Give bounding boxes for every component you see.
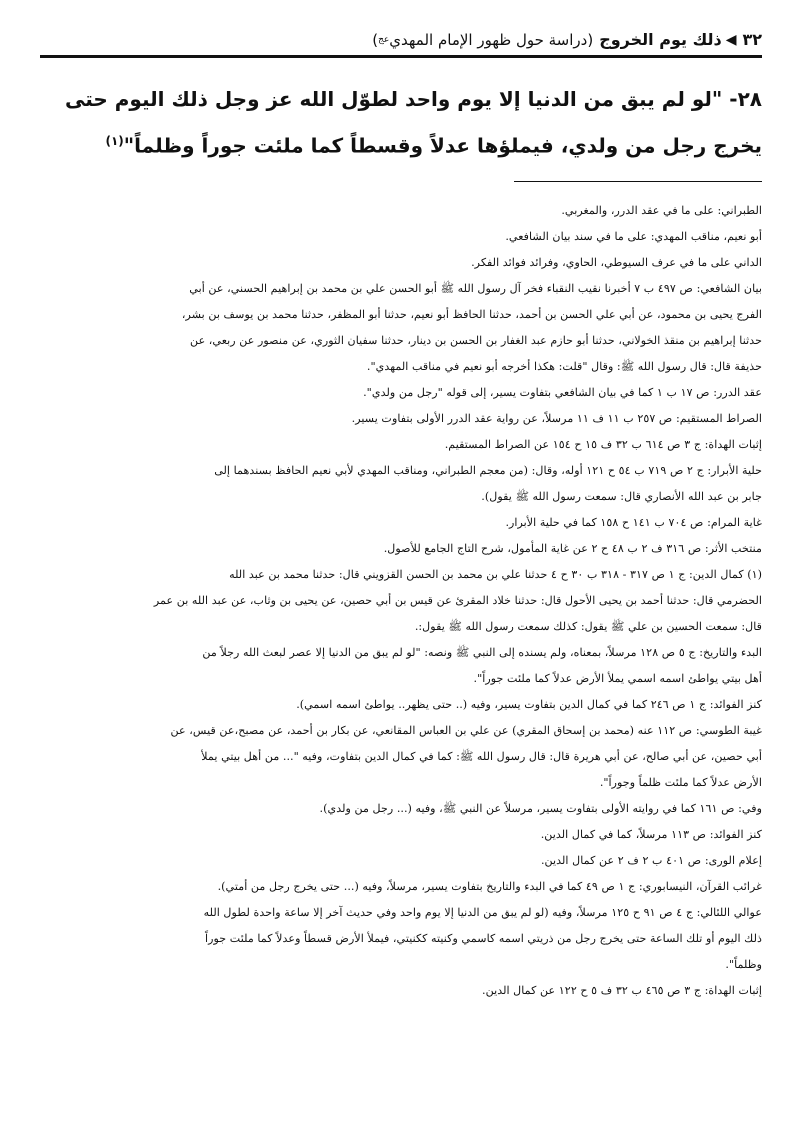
footnote-line: (١) كمال الدين: ج ١ ص ٣١٧ - ٣١٨ ب ٣٠ ح ٤ حدثنا علي بن محمد بن الحسن القزويني قال: حدثنا محمد بن عبد الله <box>229 567 762 581</box>
footnote-line: قال: سمعت الحسين بن علي ﷺ يقول: كذلك سمعت رسول الله ﷺ يقول:. <box>414 619 762 633</box>
footnote-line: كنز الفوائد: ج ١ ص ٢٤٦ كما في كمال الدين بتفاوت يسير، وفيه (.. حتى يظهر.. يواطئ اسمه اسمي). <box>296 697 762 711</box>
footnote-rule <box>514 181 762 182</box>
footnote-line: إثبات الهداة: ج ٣ ص ٦١٤ ب ٣٢ ف ١٥ ح ١٥٤ عن الصراط المستقيم. <box>444 437 762 451</box>
footnote-line: الفرج يحيى بن محمود، عن أبي علي الحسن بن أحمد، حدثنا الحافظ أبو نعيم، حدثنا أبو المظفر، حدثنا محمد بن يوسف بن بشر، <box>181 307 762 321</box>
hadith-line: ٢٨- "لو لم يبق من الدنيا إلا يوم واحد لطوّل الله عز وجل ذلك اليوم حتى <box>65 87 762 111</box>
footnote-line: منتخب الأثر: ص ٣١٦ ف ٢ ب ٤٨ ح ٢ عن غاية المأمول، شرح التاج الجامع للأصول. <box>383 541 762 555</box>
hadith-text <box>40 78 762 167</box>
footnote-line: بيان الشافعي: ص ٤٩٧ ب ٧ أخبرنا نقيب النقباء فخر آل رسول الله ﷺ أبو الحسن علي بن محمد بن إبراهيم الحسني، عن أبي <box>189 281 762 295</box>
footnote-ref: (١) <box>105 134 124 148</box>
footnote-line: إعلام الورى: ص ٤٠١ ب ٢ ف ٢ عن كمال الدين. <box>540 853 762 867</box>
footnote-line: الأرض عدلاً كما ملئت ظلماً وجوراً". <box>599 775 762 789</box>
footnote-line: جابر بن عبد الله الأنصاري قال: سمعت رسول الله ﷺ يقول). <box>481 489 762 503</box>
header-rule <box>40 55 762 58</box>
footnote-line: غيبة الطوسي: ص ١١٢ عنه (محمد بن إسحاق المقري) عن علي بن العباس المقانعي، عن بكار بن أحمد، عن مصبح،عن قيس، عن <box>170 723 762 737</box>
footnote-line: أهل بيتي يواطئ اسمه اسمي يملأ الأرض عدلاً كما ملئت جوراً". <box>473 671 762 685</box>
hadith-line: يخرج رجل من ولدي، فيملؤها عدلاً وقسطاً كما ملئت جوراً وظلماً"$^{(١)}$ <box>105 133 762 158</box>
footnote-line: عوالي اللئالي: ج ٤ ص ٩١ ح ١٢٥ مرسلاً، وفيه (لو لم يبق من الدنيا إلا يوم واحد وفي حديث آخر إلا ساعة واحدة لطول الله <box>203 905 762 919</box>
footnote-line: ذلك اليوم أو تلك الساعة حتى يخرج رجل من ذريتي اسمه كاسمي وكنيته ككنيتي، فيملأ الأرض قسطاً وعدلاً كما ملئت جوراً <box>205 931 762 945</box>
footnote-line: وظلماً". <box>725 957 762 971</box>
footnote-line: الصراط المستقيم: ص ٢٥٧ ب ١١ ف ١١ مرسلاً، عن رواية عقد الدرر الأولى بتفاوت يسير. <box>351 411 762 425</box>
honorific: عج <box>378 34 390 45</box>
footnote-line: حدثنا إبراهيم بن منقذ الخولاني، حدثنا أبو حازم عبد الغفار بن الحسن بن دينار، حدثنا سفيان الثوري، عن منصور عن ربعي، عن <box>190 333 762 347</box>
footnote-line: غرائب القرآن، النيسابوري: ج ١ ص ٤٩ كما في البدء والتاريخ بتفاوت يسير، مرسلاً، وفيه (... حتى يخرج رجل من أمتي). <box>217 879 762 893</box>
footnote-line: إثبات الهداة: ج ٣ ص ٤٦٥ ب ٣٢ ف ٥ ح ١٢٢ عن كمال الدين. <box>482 983 762 997</box>
footnote-line: الطبراني: على ما في عقد الدرر، والمغربي. <box>561 203 762 217</box>
footnote-line: الداني على ما في عرف السيوطي، الحاوي، وفرائد فوائد الفكر. <box>471 255 762 269</box>
arrow-icon: ◀ <box>725 31 737 48</box>
running-header <box>40 30 762 49</box>
footnote-line: حلية الأبرار: ج ٢ ص ٧١٩ ب ٥٤ ح ١٢١ أوله، وقال: (من معجم الطبراني، ومناقب المهدي لأبي نعيم الحافظ بسندهما إلى <box>214 463 762 477</box>
footnotes <box>40 198 762 1004</box>
page-number: ٣٢ <box>742 30 762 49</box>
footnote-line: كنز الفوائد: ص ١١٣ مرسلاً، كما في كمال الدين. <box>540 827 762 841</box>
footnote-line: عقد الدرر: ص ١٧ ب ١ كما في بيان الشافعي بتفاوت يسير، إلى قوله "رجل من ولدي". <box>363 385 762 399</box>
footnote-line: البدء والتاريخ: ج ٥ ص ١٢٨ مرسلاً، بمعناه، ولم يسنده إلى النبي ﷺ ونصه: "لو لم يبق من الدنيا إلا عصر لبعث الله رجلاً من <box>202 645 762 659</box>
footnote-line: أبو نعيم، مناقب المهدي: على ما في سند بيان الشافعي. <box>505 229 762 243</box>
footnote-line: غاية المرام: ص ٧٠٤ ب ١٤١ ح ١٥٨ كما في حلية الأبرار. <box>505 515 762 529</box>
footnote-line: حذيفة قال: قال رسول الله ﷺ: وقال "قلت: هكذا أخرجه أبو نعيم في مناقب المهدي". <box>366 359 762 373</box>
subtitle-close: ) <box>372 30 379 49</box>
footnote-line: وفي: ص ١٦١ كما في روايته الأولى بتفاوت يسير، مرسلاً عن النبي ﷺ، وفيه (... رجل من ولدي). <box>319 801 762 815</box>
book-subtitle: (دراسة حول ظهور الإمام المهدي <box>389 30 594 49</box>
book-title: ذلك يوم الخروج <box>599 30 722 49</box>
footnote-line: الحضرمي قال: حدثنا أحمد بن يحيى الأحول قال: حدثنا خلاد المقرئ عن قيس بن أبي حصين، عن يحيى بن وثاب، عن عبد الله بن عمر <box>153 593 762 607</box>
footnote-line: أبي حصين، عن أبي صالح، عن أبي هريرة قال: قال رسول الله ﷺ: كما في كمال الدين بتفاوت، وفيه "... من أهل بيتي يملأ <box>201 749 762 763</box>
